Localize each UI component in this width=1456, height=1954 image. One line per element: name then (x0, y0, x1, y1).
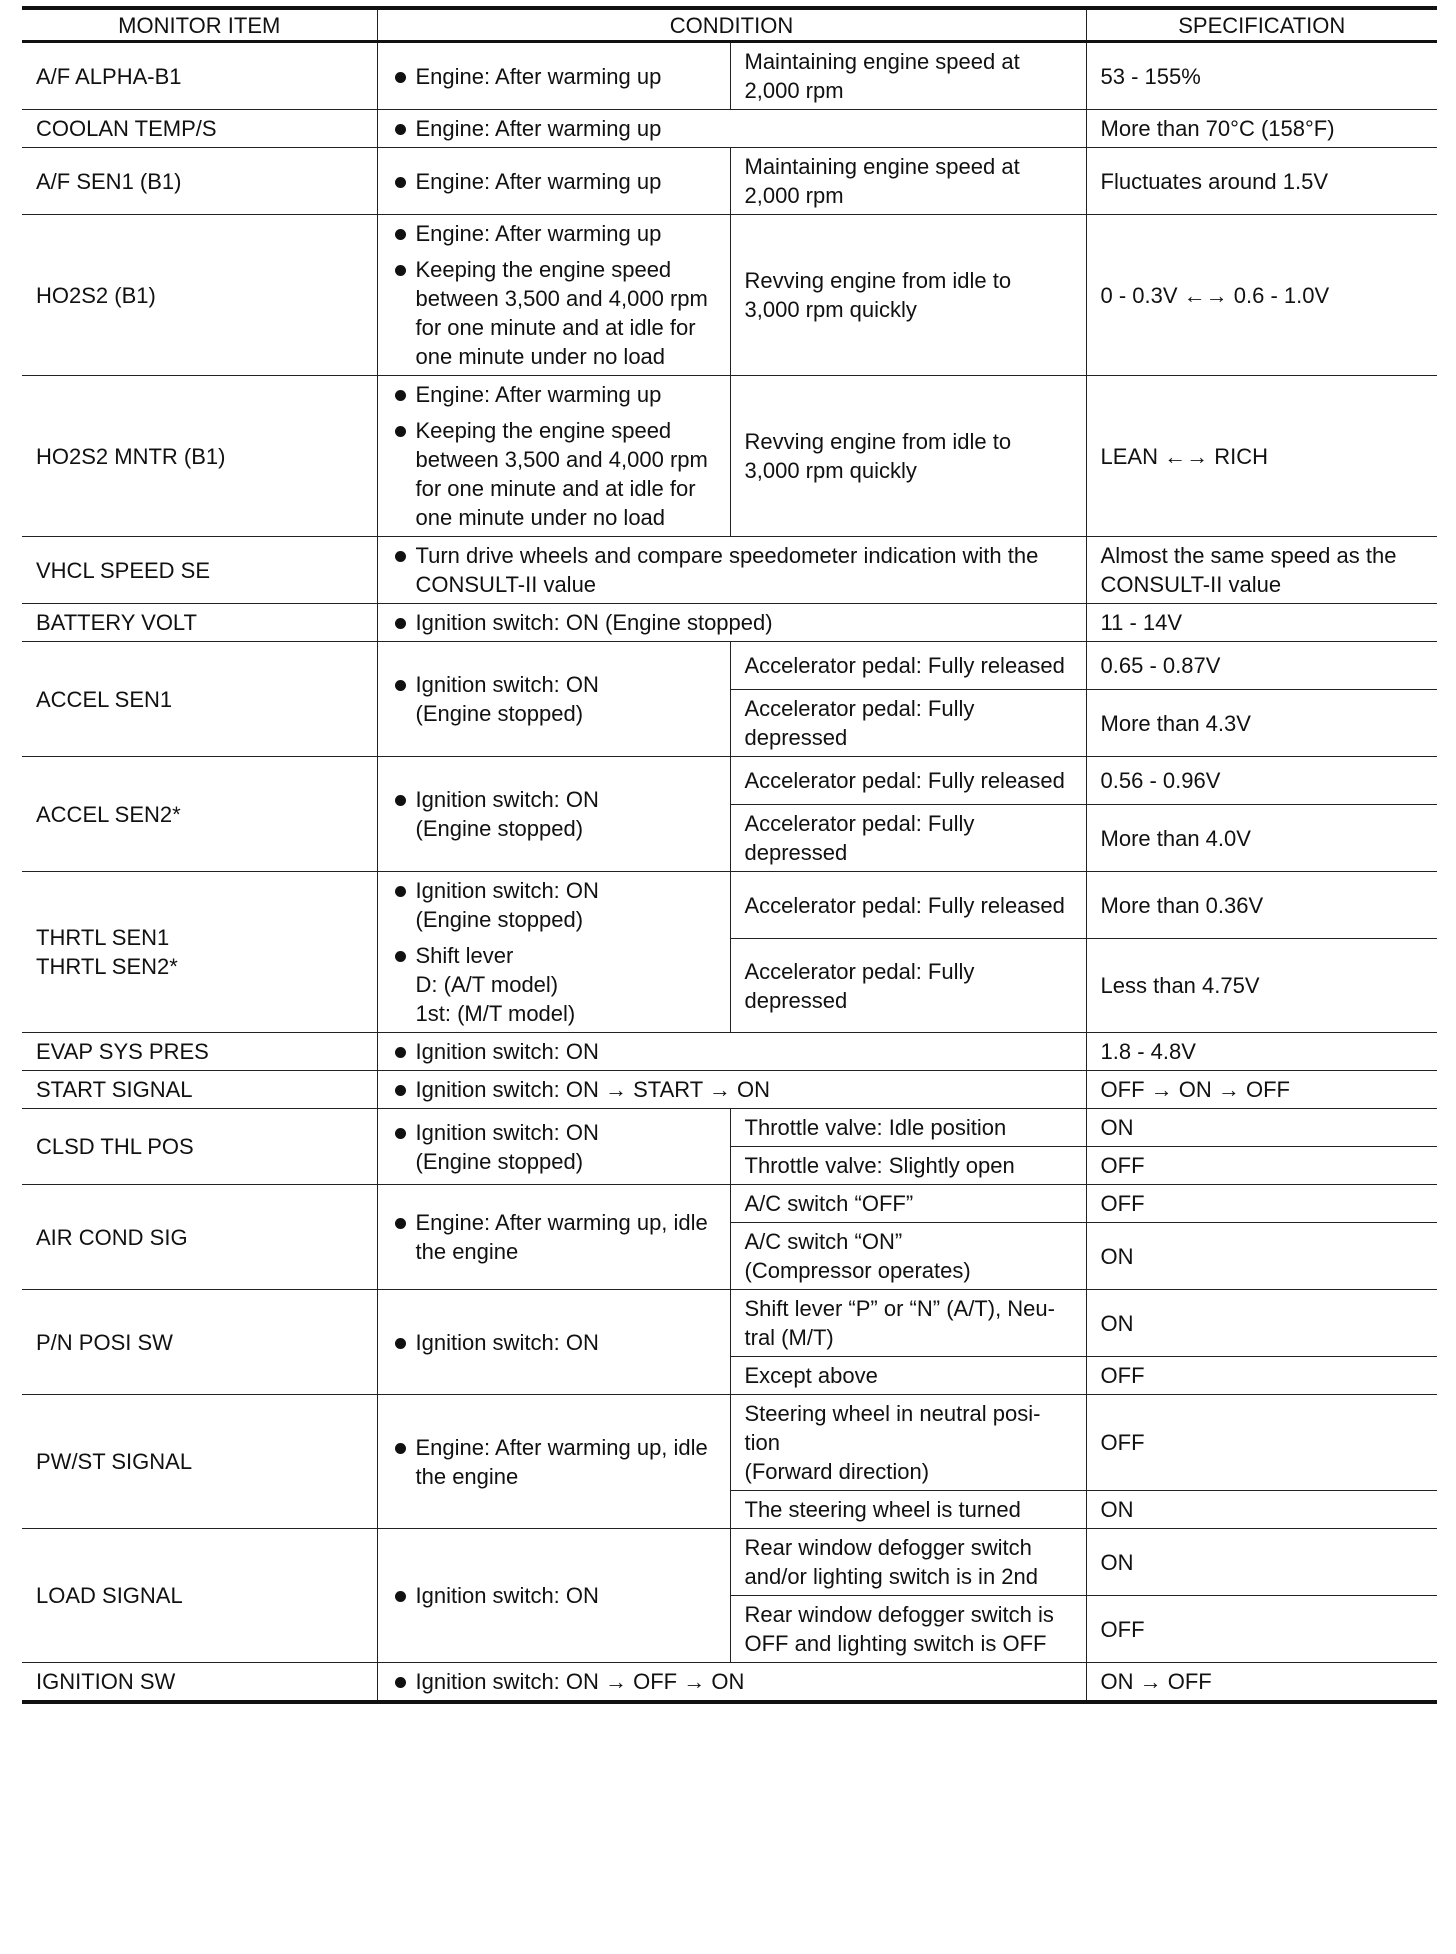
condition-list (392, 167, 716, 196)
specification-cell: ON (1086, 1223, 1437, 1290)
condition-bullet: Engine: After warming up (392, 167, 716, 196)
specification-cell: 53 - 155% (1086, 42, 1437, 110)
sub-condition-cell: Revving engine from idle to 3,000 rpm quickly (730, 215, 1086, 376)
monitor-spec-table (22, 6, 1437, 1704)
table-row (22, 642, 1437, 690)
sub-condition-cell: A/C switch “ON” (Compressor operates) (730, 1223, 1086, 1290)
condition-list (392, 114, 1072, 143)
condition-bullet: Ignition switch: ON (392, 1037, 1072, 1066)
condition-cell (377, 1109, 730, 1185)
sub-condition-cell: Rear window defogger switch is OFF and lighting switch is OFF (730, 1596, 1086, 1663)
condition-list (392, 380, 716, 532)
sub-condition-cell: Accelerator pedal: Fully depressed (730, 805, 1086, 872)
sub-condition-cell: Accelerator pedal: Fully released (730, 757, 1086, 805)
condition-cell (377, 1290, 730, 1395)
sub-condition-cell: Accelerator pedal: Fully depressed (730, 690, 1086, 757)
condition-bullet: Keeping the engine speed between 3,500 and 4,000 rpm for one minute and at idle for one minute under no load (392, 255, 716, 371)
specification-cell: More than 4.0V (1086, 805, 1437, 872)
condition-bullet: Engine: After warming up (392, 62, 716, 91)
specification-cell: OFF → ON → OFF (1086, 1071, 1437, 1109)
specification-cell: OFF (1086, 1395, 1437, 1491)
condition-bullet: Ignition switch: ON (Engine stopped) (392, 1118, 716, 1176)
condition-cell (377, 376, 730, 537)
header-row (22, 8, 1437, 42)
condition-list (392, 1433, 716, 1491)
table-body (22, 42, 1437, 1703)
condition-bullet: Ignition switch: ON (Engine stopped) (392, 608, 1072, 637)
condition-bullet: Ignition switch: ON (392, 1328, 716, 1357)
header-condition: CONDITION (377, 8, 1086, 42)
sub-condition-cell: Accelerator pedal: Fully depressed (730, 939, 1086, 1033)
sub-condition-cell: Accelerator pedal: Fully released (730, 872, 1086, 939)
condition-bullet: Engine: After warming up, idle the engine (392, 1433, 716, 1491)
specification-cell: 1.8 - 4.8V (1086, 1033, 1437, 1071)
monitor-item-cell: START SIGNAL (22, 1071, 377, 1109)
specification-cell: ON (1086, 1491, 1437, 1529)
specification-cell: ON (1086, 1529, 1437, 1596)
sub-condition-cell: Maintaining engine speed at 2,000 rpm (730, 42, 1086, 110)
specification-cell: More than 70°C (158°F) (1086, 110, 1437, 148)
table-row (22, 215, 1437, 376)
condition-bullet: Ignition switch: ON (392, 1581, 716, 1610)
monitor-item-spec-sheet (22, 6, 1437, 1704)
condition-list (392, 1118, 716, 1176)
monitor-item-cell: PW/ST SIGNAL (22, 1395, 377, 1529)
condition-bullet: Ignition switch: ON (Engine stopped) (392, 670, 716, 728)
table-row (22, 757, 1437, 805)
monitor-item-cell: ACCEL SEN1 (22, 642, 377, 757)
specification-cell: ON → OFF (1086, 1663, 1437, 1703)
table-row (22, 1395, 1437, 1491)
condition-list (392, 1208, 716, 1266)
monitor-item-cell: THRTL SEN1 THRTL SEN2* (22, 872, 377, 1033)
sub-condition-cell: Except above (730, 1357, 1086, 1395)
table-row (22, 1529, 1437, 1596)
condition-bullet: Engine: After warming up (392, 219, 716, 248)
header-specification: SPECIFICATION (1086, 8, 1437, 42)
condition-bullet: Ignition switch: ON → START → ON (392, 1075, 1072, 1104)
condition-cell (377, 872, 730, 1033)
condition-bullet: Engine: After warming up, idle the engine (392, 1208, 716, 1266)
condition-bullet: Ignition switch: ON (Engine stopped) (392, 876, 716, 934)
sub-condition-cell: Rear window defogger switch and/or lighting switch is in 2nd (730, 1529, 1086, 1596)
monitor-item-cell: HO2S2 (B1) (22, 215, 377, 376)
specification-cell: OFF (1086, 1147, 1437, 1185)
condition-list (392, 1075, 1072, 1104)
table-header (22, 8, 1437, 42)
monitor-item-cell: CLSD THL POS (22, 1109, 377, 1185)
condition-cell (377, 1071, 1086, 1109)
table-row (22, 148, 1437, 215)
condition-cell (377, 757, 730, 872)
condition-cell (377, 1663, 1086, 1703)
monitor-item-cell: COOLAN TEMP/S (22, 110, 377, 148)
sub-condition-cell: Steering wheel in neutral posi-tion (Forward direction) (730, 1395, 1086, 1491)
condition-cell (377, 1395, 730, 1529)
table-row (22, 376, 1437, 537)
condition-bullet: Ignition switch: ON (Engine stopped) (392, 785, 716, 843)
specification-cell: LEAN ←→ RICH (1086, 376, 1437, 537)
condition-cell (377, 642, 730, 757)
monitor-item-cell: A/F ALPHA-B1 (22, 42, 377, 110)
sub-condition-cell: Maintaining engine speed at 2,000 rpm (730, 148, 1086, 215)
specification-cell: OFF (1086, 1357, 1437, 1395)
monitor-item-cell: LOAD SIGNAL (22, 1529, 377, 1663)
sub-condition-cell: Accelerator pedal: Fully released (730, 642, 1086, 690)
table-row (22, 1663, 1437, 1703)
condition-list (392, 1581, 716, 1610)
table-row (22, 1071, 1437, 1109)
specification-cell: ON (1086, 1290, 1437, 1357)
condition-bullet: Turn drive wheels and compare speedometer indication with the CONSULT-II value (392, 541, 1072, 599)
table-row (22, 1290, 1437, 1357)
condition-cell (377, 110, 1086, 148)
table-row (22, 1185, 1437, 1223)
specification-cell: OFF (1086, 1596, 1437, 1663)
condition-bullet: Engine: After warming up (392, 380, 716, 409)
sub-condition-cell: A/C switch “OFF” (730, 1185, 1086, 1223)
table-row (22, 110, 1437, 148)
condition-bullet: Shift lever D: (A/T model) 1st: (M/T model) (392, 941, 716, 1028)
specification-cell: More than 0.36V (1086, 872, 1437, 939)
condition-cell (377, 215, 730, 376)
condition-list (392, 219, 716, 371)
condition-list (392, 608, 1072, 637)
condition-cell (377, 148, 730, 215)
header-monitor-item: MONITOR ITEM (22, 8, 377, 42)
monitor-item-cell: BATTERY VOLT (22, 604, 377, 642)
monitor-item-cell: VHCL SPEED SE (22, 537, 377, 604)
specification-cell: Fluctuates around 1.5V (1086, 148, 1437, 215)
condition-bullet: Ignition switch: ON → OFF → ON (392, 1667, 1072, 1696)
condition-list (392, 541, 1072, 599)
condition-list (392, 1328, 716, 1357)
monitor-item-cell: A/F SEN1 (B1) (22, 148, 377, 215)
monitor-item-cell: EVAP SYS PRES (22, 1033, 377, 1071)
specification-cell: Almost the same speed as the CONSULT-II value (1086, 537, 1437, 604)
table-row (22, 1033, 1437, 1071)
specification-cell: OFF (1086, 1185, 1437, 1223)
condition-cell (377, 537, 1086, 604)
specification-cell: More than 4.3V (1086, 690, 1437, 757)
specification-cell: 0 - 0.3V ←→ 0.6 - 1.0V (1086, 215, 1437, 376)
table-row (22, 537, 1437, 604)
specification-cell: 0.56 - 0.96V (1086, 757, 1437, 805)
table-row (22, 42, 1437, 110)
sub-condition-cell: Shift lever “P” or “N” (A/T), Neu-tral (M/T) (730, 1290, 1086, 1357)
condition-cell (377, 1529, 730, 1663)
condition-cell (377, 42, 730, 110)
condition-list (392, 876, 716, 1028)
condition-list (392, 785, 716, 843)
sub-condition-cell: The steering wheel is turned (730, 1491, 1086, 1529)
condition-list (392, 670, 716, 728)
monitor-item-cell: AIR COND SIG (22, 1185, 377, 1290)
monitor-item-cell: IGNITION SW (22, 1663, 377, 1703)
condition-bullet: Engine: After warming up (392, 114, 1072, 143)
specification-cell: ON (1086, 1109, 1437, 1147)
condition-list (392, 1667, 1072, 1696)
monitor-item-cell: HO2S2 MNTR (B1) (22, 376, 377, 537)
specification-cell: 11 - 14V (1086, 604, 1437, 642)
table-row (22, 604, 1437, 642)
sub-condition-cell: Throttle valve: Idle position (730, 1109, 1086, 1147)
condition-bullet: Keeping the engine speed between 3,500 and 4,000 rpm for one minute and at idle for one minute under no load (392, 416, 716, 532)
condition-cell (377, 1185, 730, 1290)
condition-list (392, 1037, 1072, 1066)
condition-list (392, 62, 716, 91)
table-row (22, 1109, 1437, 1147)
specification-cell: 0.65 - 0.87V (1086, 642, 1437, 690)
monitor-item-cell: ACCEL SEN2* (22, 757, 377, 872)
specification-cell: Less than 4.75V (1086, 939, 1437, 1033)
monitor-item-cell: P/N POSI SW (22, 1290, 377, 1395)
condition-cell (377, 1033, 1086, 1071)
sub-condition-cell: Throttle valve: Slightly open (730, 1147, 1086, 1185)
condition-cell (377, 604, 1086, 642)
table-row (22, 872, 1437, 939)
sub-condition-cell: Revving engine from idle to 3,000 rpm quickly (730, 376, 1086, 537)
